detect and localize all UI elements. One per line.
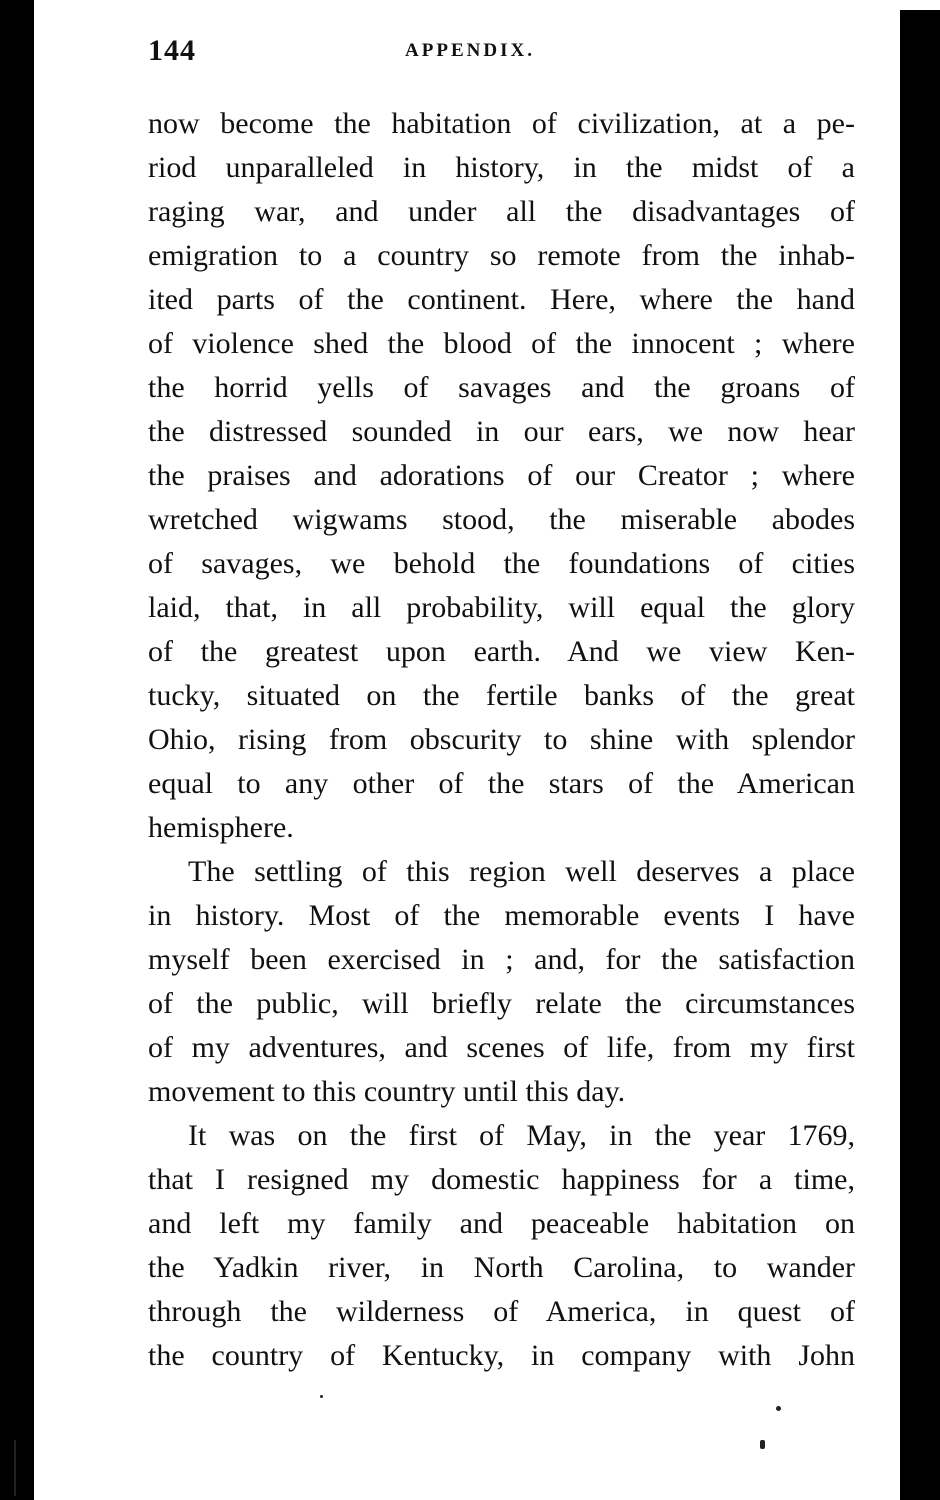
text-line: the country of Kentucky, in company with John	[148, 1339, 855, 1372]
text-line: ited parts of the continent. Here, where the hand	[148, 283, 855, 316]
paragraph-start-line: The settling of this region well deserves a place	[188, 855, 855, 888]
text-line: riod unparalleled in history, in the midst of a	[148, 151, 855, 184]
text-line: of the public, will briefly relate the circumstances	[148, 987, 855, 1020]
right-scan-border	[900, 0, 940, 1500]
margin-mark	[14, 1440, 16, 1496]
text-line: the horrid yells of savages and the groans of	[148, 371, 855, 404]
text-line: myself been exercised in ; and, for the satisfaction	[148, 943, 855, 976]
left-scan-border	[0, 0, 34, 1500]
text-line: through the wilderness of America, in quest of	[148, 1295, 855, 1328]
scan-speck	[760, 1440, 765, 1449]
text-line: equal to any other of the stars of the American	[148, 767, 855, 800]
scan-speck	[776, 1406, 781, 1411]
text-line: the praises and adorations of our Creator ; where	[148, 459, 855, 492]
page-number: 144	[148, 34, 196, 67]
paragraph-end-line: movement to this country until this day.	[148, 1075, 626, 1108]
text-line: of savages, we behold the foundations of cities	[148, 547, 855, 580]
text-line: of the greatest upon earth. And we view Ken-	[148, 635, 855, 668]
text-line: in history. Most of the memorable events I have	[148, 899, 855, 932]
text-line: the distressed sounded in our ears, we now hear	[148, 415, 855, 448]
right-border-gap	[900, 0, 940, 10]
text-line: laid, that, in all probability, will equal the glory	[148, 591, 855, 624]
paragraph-start-line: It was on the first of May, in the year 1769,	[188, 1119, 855, 1152]
text-line: now become the habitation of civilization, at a pe-	[148, 107, 855, 140]
text-line: that I resigned my domestic happiness for a time,	[148, 1163, 855, 1196]
paragraph-end-line: hemisphere.	[148, 811, 294, 844]
text-line: wretched wigwams stood, the miserable abodes	[148, 503, 855, 536]
body-text	[148, 102, 855, 1378]
text-line: Ohio, rising from obscurity to shine with splendor	[148, 723, 855, 756]
text-line: the Yadkin river, in North Carolina, to wander	[148, 1251, 855, 1284]
text-line: raging war, and under all the disadvantages of	[148, 195, 855, 228]
text-line: of violence shed the blood of the innocent ; where	[148, 327, 855, 360]
running-head: APPENDIX.	[405, 40, 535, 61]
text-line: of my adventures, and scenes of life, from my first	[148, 1031, 855, 1064]
scan-speck	[320, 1395, 323, 1398]
text-line: emigration to a country so remote from the inhab-	[148, 239, 855, 272]
text-line: and left my family and peaceable habitation on	[148, 1207, 855, 1240]
text-line: tucky, situated on the fertile banks of the great	[148, 679, 855, 712]
